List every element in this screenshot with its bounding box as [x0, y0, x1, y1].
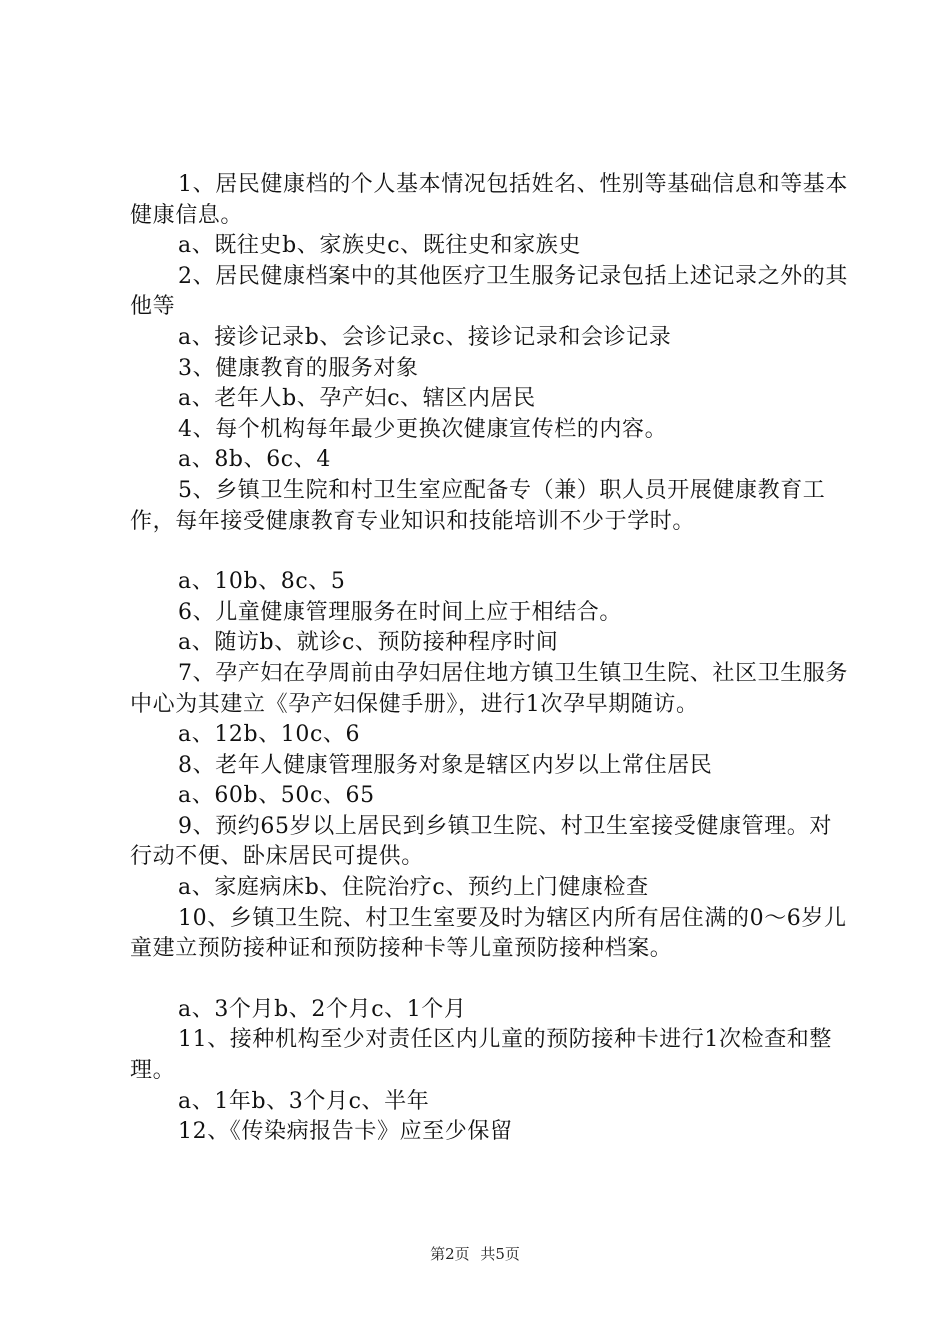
- options-4: a、8b、6c、4: [178, 447, 331, 473]
- options-5: a、10b、8c、5: [178, 569, 346, 595]
- question-10: 10、乡镇卫生院、村卫生室要及时为辖区内所有居住满的0～6岁儿童建立预防接种证和预防接种卡等儿童预防接种档案。: [130, 905, 847, 962]
- question-8: 8、老年人健康管理服务对象是辖区内岁以上常住居民: [178, 752, 713, 778]
- question-5: 5、乡镇卫生院和村卫生室应配备专（兼）职人员开展健康教育工作，每年接受健康教育专业知识和技能培训不少于学时。: [130, 477, 826, 534]
- document-body: [130, 170, 850, 1148]
- question-12: 12、《传染病报告卡》应至少保留: [178, 1119, 513, 1145]
- options-6: a、随访b、就诊c、预防接种程序时间: [178, 630, 559, 656]
- options-8: a、60b、50c、65: [178, 783, 375, 809]
- options-3: a、老年人b、孕产妇c、辖区内居民: [178, 386, 536, 412]
- question-11: 11、接种机构至少对责任区内儿童的预防接种卡进行1次检查和整理。: [130, 1027, 832, 1084]
- question-1: 1、居民健康档的个人基本情况包括姓名、性别等基础信息和等基本健康信息。: [130, 172, 848, 228]
- options-11: a、1年b、3个月c、半年: [178, 1088, 430, 1114]
- blank-line: [130, 965, 850, 995]
- page-footer: [0, 1244, 950, 1264]
- question-7: 7、孕产妇在孕周前由孕妇居住地方镇卫生镇卫生院、社区卫生服务中心为其建立《孕产妇保健手册》，进行1次孕早期随访。: [130, 660, 848, 717]
- question-3: 3、健康教育的服务对象: [178, 355, 419, 381]
- options-7: a、12b、10c、6: [178, 722, 361, 748]
- options-9: a、家庭病床b、住院治疗c、预约上门健康检查: [178, 875, 649, 901]
- question-4: 4、每个机构每年最少更换次健康宣传栏的内容。: [178, 416, 668, 442]
- page-total: 共5页: [480, 1245, 520, 1263]
- question-9: 9、预约65岁以上居民到乡镇卫生院、村卫生室接受健康管理。对行动不便、卧床居民可提供。: [130, 813, 832, 870]
- page-number: 第2页: [430, 1245, 470, 1263]
- question-2: 2、居民健康档案中的其他医疗卫生服务记录包括上述记录之外的其他等: [130, 263, 848, 320]
- blank-line: [130, 537, 850, 567]
- options-1: a、既往史b、家族史c、既往史和家族史: [178, 233, 581, 259]
- question-6: 6、儿童健康管理服务在时间上应于相结合。: [178, 599, 622, 625]
- options-10: a、3个月b、2个月c、1个月: [178, 996, 467, 1022]
- options-2: a、接诊记录b、会诊记录c、接诊记录和会诊记录: [178, 324, 672, 350]
